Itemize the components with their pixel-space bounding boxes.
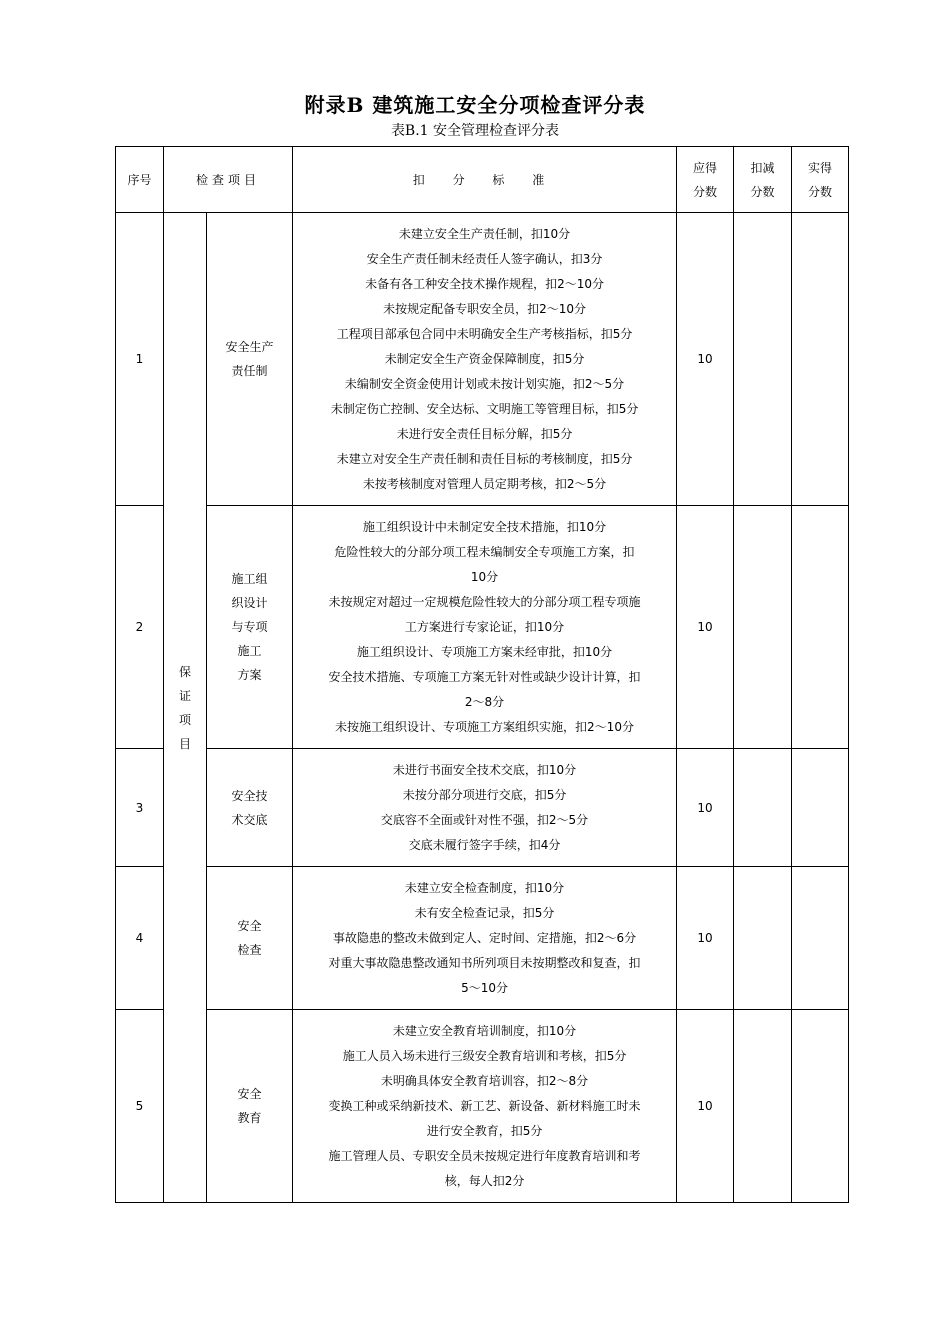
row-seq: 4 xyxy=(116,867,164,1010)
item-line: 安全 xyxy=(237,919,262,933)
standard-line: 未进行安全责任目标分解，扣5分 xyxy=(396,426,573,441)
item-line: 施工组 xyxy=(231,572,268,586)
item-line: 安全技 xyxy=(231,788,268,803)
item-line: 教育 xyxy=(237,1111,262,1125)
table-row xyxy=(116,506,849,749)
standard-line: 未按分部分项进行交底，扣5分 xyxy=(402,787,567,802)
standard-line: 危险性较大的分部分项工程未编制安全专项施工方案，扣 xyxy=(334,544,635,559)
item-line: 方案 xyxy=(237,668,262,682)
document-title: 附录B 建筑施工安全分项检查评分表 xyxy=(304,93,646,117)
row-deduct-score-cell[interactable] xyxy=(734,506,792,749)
standard-line: 未制定安全生产资金保障制度，扣5分 xyxy=(384,351,585,366)
row-deduction-standards xyxy=(293,749,677,867)
header-deduction-standard: 扣 分 标 准 xyxy=(293,147,677,213)
row-deduction-standards xyxy=(293,213,677,506)
row-check-item xyxy=(207,213,293,506)
item-line: 安全 xyxy=(237,1087,262,1101)
row-check-item xyxy=(207,506,293,749)
row-deduction-standards xyxy=(293,1010,677,1203)
row-actual-score-cell[interactable] xyxy=(792,213,849,506)
table-row xyxy=(116,1010,849,1203)
header-max-score-line: 分数 xyxy=(693,184,718,199)
item-line: 与专项 xyxy=(231,620,268,634)
group-label-char: 保 xyxy=(178,664,191,679)
group-label-char: 证 xyxy=(178,688,191,703)
row-seq: 3 xyxy=(116,749,164,867)
row-actual-score-cell[interactable] xyxy=(792,1010,849,1203)
standard-line: 施工人员入场未进行三级安全教育培训和考核，扣5分 xyxy=(342,1048,627,1063)
standard-line: 事故隐患的整改未做到定人、定时间、定措施，扣2～6分 xyxy=(332,930,637,945)
standard-line: 未建立安全检查制度，扣10分 xyxy=(404,880,565,895)
standard-line: 2～8分 xyxy=(464,694,505,709)
header-actual-score xyxy=(792,147,849,213)
row-actual-score-cell[interactable] xyxy=(792,867,849,1010)
standard-line: 工程项目部承包合同中未明确安全生产考核指标，扣5分 xyxy=(336,326,633,341)
standard-line: 对重大事故隐患整改通知书所列项目未按期整改和复查，扣 xyxy=(328,955,641,970)
row-check-item xyxy=(207,1010,293,1203)
standard-line: 未编制安全资金使用计划或未按计划实施，扣2～5分 xyxy=(344,376,625,391)
standard-line: 未备有各工种安全技术操作规程，扣2～10分 xyxy=(365,276,604,291)
header-deduct-score-line: 扣减 xyxy=(750,160,775,175)
row-max-score: 10 xyxy=(677,506,734,749)
standard-line: 安全生产责任制未经责任人签字确认，扣3分 xyxy=(366,251,603,266)
standard-line: 未有安全检查记录，扣5分 xyxy=(414,905,555,920)
item-line: 检查 xyxy=(237,943,262,957)
group-label-guarantee-items xyxy=(164,213,207,1203)
standard-line: 交底未履行签字手续，扣4分 xyxy=(408,837,561,852)
item-line: 责任制 xyxy=(231,364,268,378)
header-max-score xyxy=(677,147,734,213)
row-deduct-score-cell[interactable] xyxy=(734,749,792,867)
standard-line: 交底容不全面或针对性不强，扣2～5分 xyxy=(380,812,589,827)
standard-line: 未按施工组织设计、专项施工方案组织实施，扣2～10分 xyxy=(335,719,634,734)
standard-line: 核，每人扣2分 xyxy=(444,1173,525,1188)
header-seq: 序号 xyxy=(116,147,164,213)
row-seq: 1 xyxy=(116,213,164,506)
standard-line: 施工管理人员、专职安全员未按规定进行年度教育培训和考 xyxy=(328,1148,641,1163)
row-max-score: 10 xyxy=(677,867,734,1010)
header-deduct-score xyxy=(734,147,792,213)
standard-line: 未明确具体安全教育培训容，扣2～8分 xyxy=(380,1073,589,1088)
table-row xyxy=(116,749,849,867)
row-max-score: 10 xyxy=(677,213,734,506)
row-max-score: 10 xyxy=(677,1010,734,1203)
row-max-score: 10 xyxy=(677,749,734,867)
standard-line: 未建立安全教育培训制度，扣10分 xyxy=(392,1023,577,1038)
item-line: 织设计 xyxy=(231,596,268,610)
row-deduct-score-cell[interactable] xyxy=(734,867,792,1010)
row-check-item xyxy=(207,749,293,867)
row-deduction-standards xyxy=(293,867,677,1010)
standard-line: 未建立安全生产责任制，扣10分 xyxy=(398,226,571,241)
standard-line: 10分 xyxy=(470,569,499,584)
table-subtitle: 表B.1 安全管理检查评分表 xyxy=(390,123,560,139)
row-seq: 2 xyxy=(116,506,164,749)
standard-line: 工方案进行专家论证，扣10分 xyxy=(404,619,565,634)
table-header-row xyxy=(116,147,849,213)
standard-line: 施工组织设计中未制定安全技术措施，扣10分 xyxy=(362,519,607,534)
standard-line: 未按考核制度对管理人员定期考核，扣2～5分 xyxy=(362,476,607,491)
row-seq: 5 xyxy=(116,1010,164,1203)
row-actual-score-cell[interactable] xyxy=(792,749,849,867)
standard-line: 施工组织设计、专项施工方案未经审批，扣10分 xyxy=(356,644,613,659)
table-row xyxy=(116,867,849,1010)
header-actual-score-line: 分数 xyxy=(808,184,833,199)
header-check-item: 检查项目 xyxy=(164,147,293,213)
standard-line: 安全技术措施、专项施工方案无针对性或缺少设计计算，扣 xyxy=(328,669,641,684)
table-row xyxy=(116,213,849,506)
row-deduction-standards xyxy=(293,506,677,749)
standard-line: 未按规定配备专职安全员，扣2～10分 xyxy=(383,301,586,316)
standard-line: 未进行书面安全技术交底，扣10分 xyxy=(392,762,577,777)
standard-line: 未按规定对超过一定规模危险性较大的分部分项工程专项施 xyxy=(328,594,641,609)
standard-line: 未制定伤亡控制、安全达标、文明施工等管理目标，扣5分 xyxy=(330,401,639,416)
item-line: 施工 xyxy=(237,644,262,658)
group-label-char: 目 xyxy=(178,736,191,751)
item-line: 术交底 xyxy=(231,812,268,827)
header-max-score-line: 应得 xyxy=(693,160,718,175)
inspection-score-table xyxy=(115,146,849,1203)
item-line: 安全生产 xyxy=(225,340,274,354)
standard-line: 5～10分 xyxy=(461,980,508,995)
header-actual-score-line: 实得 xyxy=(808,160,833,175)
standard-line: 进行安全教育，扣5分 xyxy=(426,1123,543,1138)
row-check-item xyxy=(207,867,293,1010)
standard-line: 变换工种或采纳新技术、新工艺、新设备、新材料施工时未 xyxy=(328,1098,641,1113)
row-actual-score-cell[interactable] xyxy=(792,506,849,749)
standard-line: 未建立对安全生产责任制和责任目标的考核制度，扣5分 xyxy=(336,451,633,466)
row-deduct-score-cell[interactable] xyxy=(734,213,792,506)
header-deduct-score-line: 分数 xyxy=(750,184,775,199)
group-label-char: 项 xyxy=(178,712,191,727)
row-deduct-score-cell[interactable] xyxy=(734,1010,792,1203)
